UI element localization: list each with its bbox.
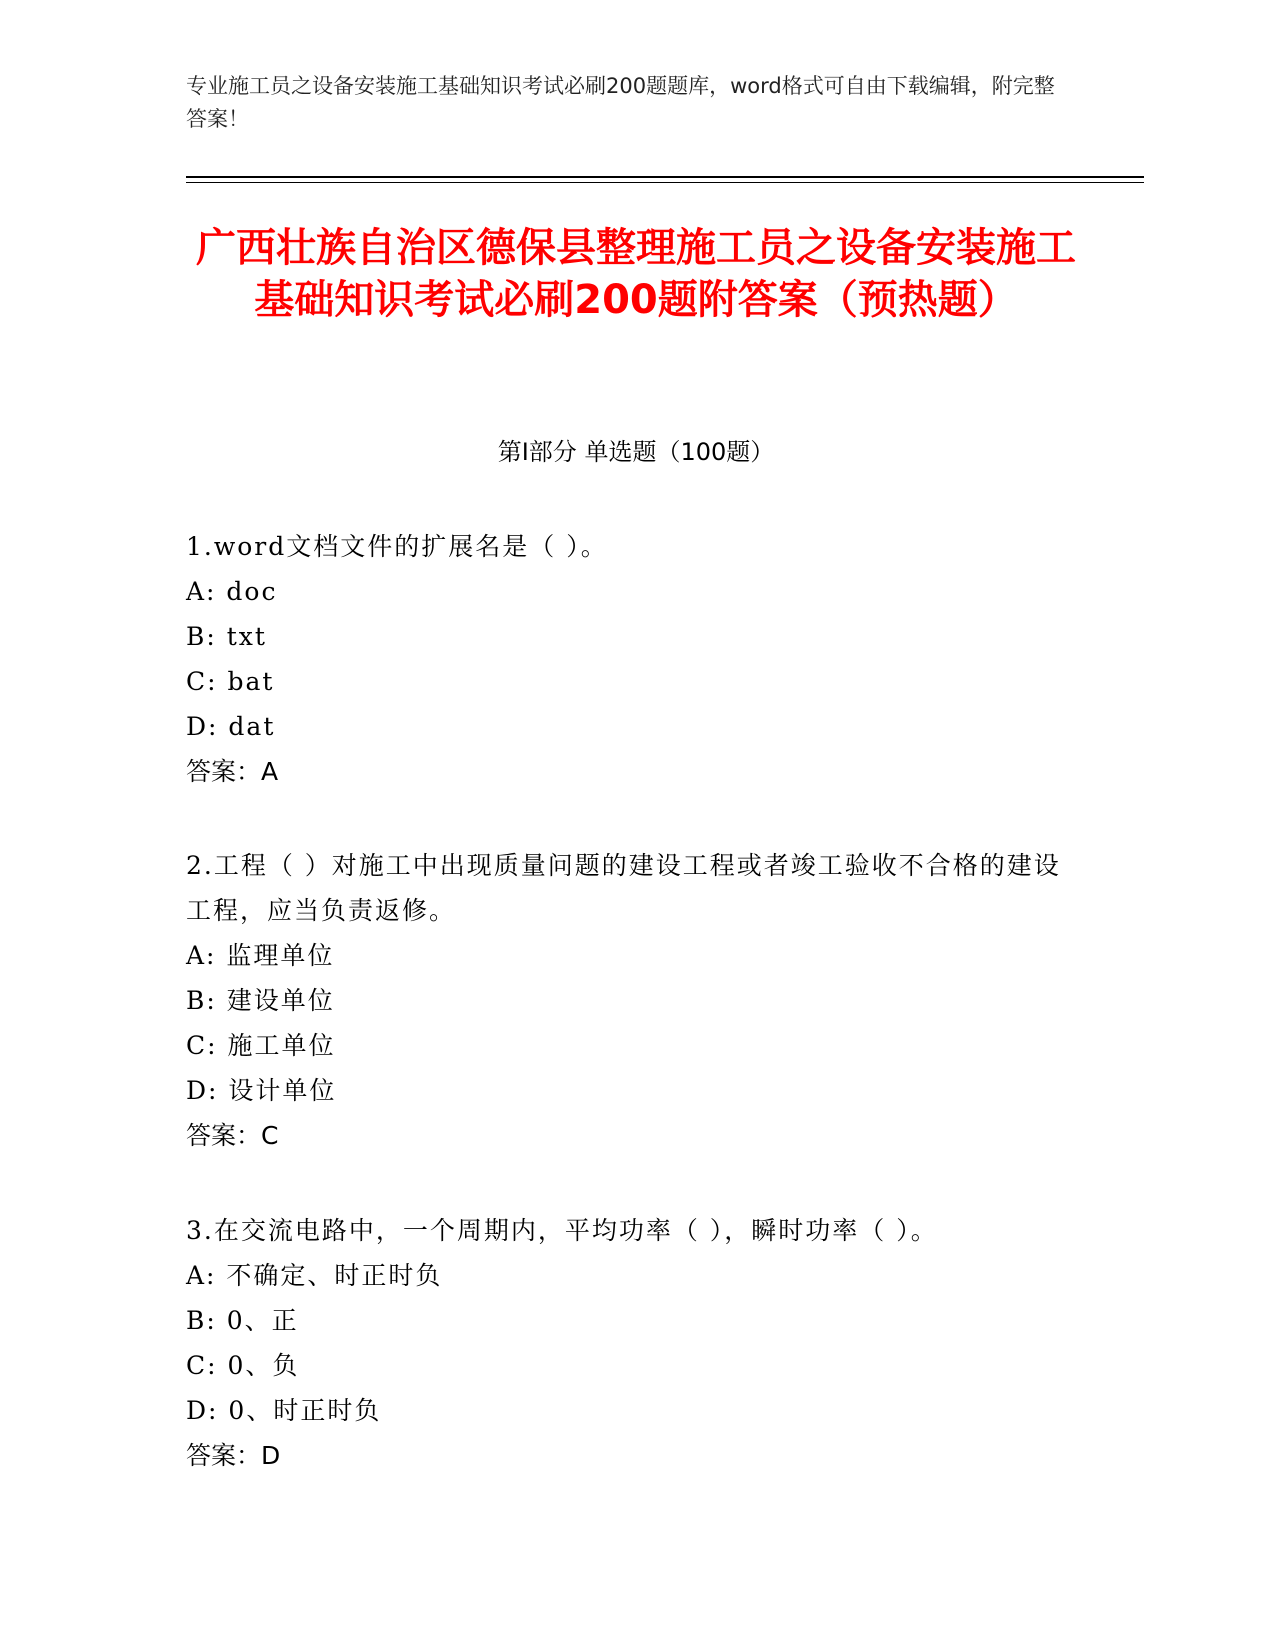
header-divider-thin <box>186 182 1144 183</box>
option-d: D: 0、时正时负 <box>186 1396 382 1425</box>
answer: 答案：C <box>186 1121 279 1150</box>
option-b: B: txt <box>186 622 267 651</box>
option-d: D: 设计单位 <box>186 1076 337 1105</box>
question-1 <box>186 524 1086 794</box>
option-a: A: 不确定、时正时负 <box>186 1261 443 1290</box>
option-c: C: bat <box>186 667 275 696</box>
option-a: A: 监理单位 <box>186 941 335 970</box>
option-c: C: 施工单位 <box>186 1031 336 1060</box>
question-stem: 2.工程（ ）对施工中出现质量问题的建设工程或者竣工验收不合格的建设工程，应当负责返修。 <box>186 851 1061 925</box>
document-title: 广西壮族自治区德保县整理施工员之设备安装施工基础知识考试必刷200题附答案（预热题） <box>196 225 1076 323</box>
question-stem: 1.word文档文件的扩展名是（ ）。 <box>186 532 608 561</box>
answer: 答案：D <box>186 1441 281 1470</box>
option-b: B: 0、正 <box>186 1306 299 1335</box>
option-c: C: 0、负 <box>186 1351 300 1380</box>
option-a: A: doc <box>186 577 278 606</box>
question-3 <box>186 1208 1086 1478</box>
section-title: 第I部分 单选题（100题） <box>497 438 775 466</box>
answer: 答案：A <box>186 757 279 786</box>
question-stem: 3.在交流电路中，一个周期内，平均功率（ ），瞬时功率（ ）。 <box>186 1216 938 1245</box>
option-d: D: dat <box>186 712 276 741</box>
header-note: 专业施工员之设备安装施工基础知识考试必刷200题题库，word格式可自由下载编辑，附完整答案！ <box>186 74 1055 131</box>
header-divider <box>186 176 1144 178</box>
question-2 <box>186 843 1086 1158</box>
option-b: B: 建设单位 <box>186 986 335 1015</box>
